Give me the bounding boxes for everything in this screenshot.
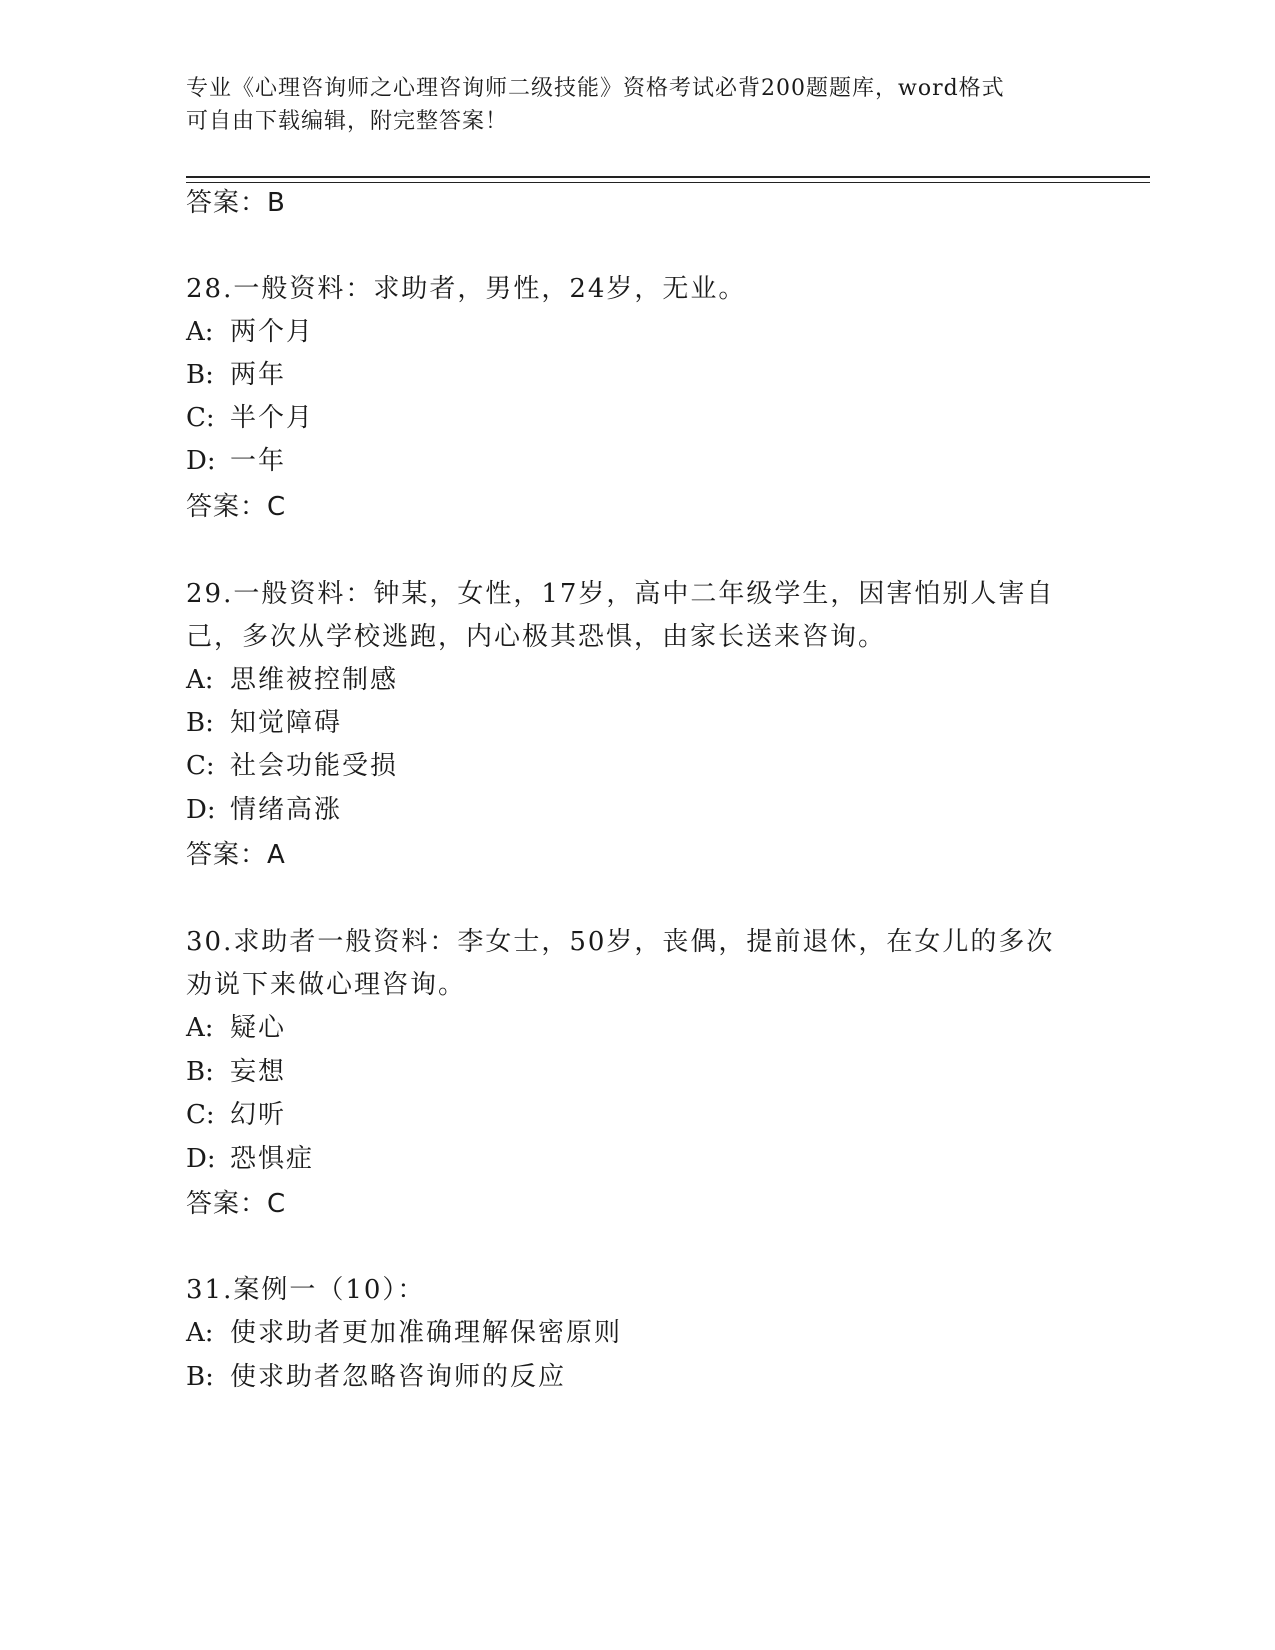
option-text: 情绪高涨: [230, 795, 343, 825]
option-text: 妄想: [230, 1057, 287, 1087]
option-letter: B:: [186, 708, 214, 738]
answer-label: 答案：: [186, 188, 268, 218]
option-letter: D:: [186, 446, 216, 476]
question-30-option-b: [186, 1050, 286, 1095]
option-text: 疑心: [230, 1013, 287, 1043]
header-rule-thick: [186, 176, 1150, 178]
question-30-text-line-1: 30.求助者一般资料：李女士，50岁，丧偶，提前退休，在女儿的多次: [186, 927, 1055, 957]
answer-value: C: [267, 492, 287, 522]
option-text: 知觉障碍: [230, 708, 343, 738]
question-28-option-c: [186, 396, 314, 441]
option-text: 恐惧症: [230, 1144, 315, 1174]
question-29-option-d: [186, 788, 342, 833]
question-29-answer: [186, 832, 286, 878]
option-letter: B:: [186, 1362, 214, 1392]
option-text: 一年: [230, 446, 287, 476]
answer-label: 答案：: [186, 840, 268, 870]
question-29-option-a: [186, 658, 398, 703]
header-line-2: 可自由下载编辑，附完整答案！: [186, 109, 509, 134]
question-30-option-c: [186, 1093, 286, 1138]
header-rule-thin: [186, 182, 1150, 183]
option-text: 使求助者更加准确理解保密原则: [230, 1318, 623, 1348]
option-text: 半个月: [230, 403, 315, 433]
option-letter: B:: [186, 360, 214, 390]
option-text: 幻听: [230, 1100, 287, 1130]
option-letter: A:: [186, 1013, 214, 1043]
option-letter: C:: [186, 751, 215, 781]
answer-value: A: [267, 840, 286, 870]
option-letter: D:: [186, 1144, 216, 1174]
option-text: 社会功能受损: [230, 751, 399, 781]
question-30-option-d: [186, 1137, 314, 1182]
question-29-option-c: [186, 744, 398, 789]
question-31-text: 31.案例一（10）：: [186, 1275, 426, 1305]
option-text: 两个月: [230, 317, 315, 347]
question-30-option-a: [186, 1006, 286, 1051]
question-28-answer: [186, 484, 286, 530]
option-letter: A:: [186, 317, 214, 347]
answer-value: B: [267, 188, 286, 218]
question-31-option-a: [186, 1311, 622, 1356]
question-28-option-d: [186, 439, 286, 484]
option-letter: D:: [186, 795, 216, 825]
question-29-text-line-1: 29.一般资料：钟某，女性，17岁，高中二年级学生，因害怕别人害自: [186, 579, 1055, 609]
question-31-option-b: [186, 1355, 566, 1400]
question-29-text-line-2: 己，多次从学校逃跑，内心极其恐惧，由家长送来咨询。: [186, 622, 887, 652]
option-letter: A:: [186, 1318, 214, 1348]
question-30-text-line-2: 劝说下来做心理咨询。: [186, 970, 467, 1000]
header-line-1: 专业《心理咨询师之心理咨询师二级技能》资格考试必背200题题库，word格式: [186, 76, 1005, 101]
answer-label: 答案：: [186, 1189, 268, 1219]
answer-line: [186, 180, 286, 226]
page-header: [186, 72, 1086, 138]
option-text: 思维被控制感: [230, 665, 399, 695]
option-letter: A:: [186, 665, 214, 695]
question-30-answer: [186, 1181, 286, 1227]
answer-value: C: [267, 1189, 287, 1219]
question-28-text: 28.一般资料：求助者，男性，24岁，无业。: [186, 274, 747, 304]
option-text: 使求助者忽略咨询师的反应: [230, 1362, 567, 1392]
question-28-option-a: [186, 310, 314, 355]
option-text: 两年: [230, 360, 287, 390]
option-letter: B:: [186, 1057, 214, 1087]
option-letter: C:: [186, 1100, 215, 1130]
answer-label: 答案：: [186, 492, 268, 522]
question-29-option-b: [186, 701, 342, 746]
question-28-option-b: [186, 353, 286, 398]
option-letter: C:: [186, 403, 215, 433]
